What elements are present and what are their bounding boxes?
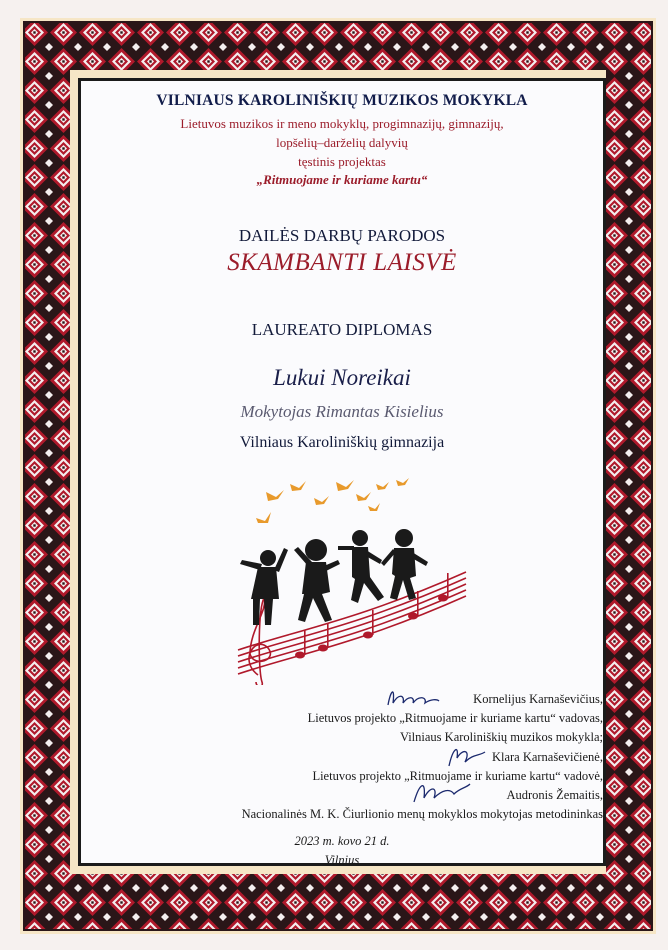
signature-line-1: Kornelijus Karnaševičius,	[473, 692, 603, 706]
school-title: VILNIAUS KAROLINIŠKIŲ MUZIKOS MOKYKLA	[156, 92, 528, 109]
issue-city: Vilnius	[324, 853, 360, 867]
signature-line-6: Audronis Žemaitis,	[506, 788, 603, 802]
handwritten-signature-2	[445, 742, 489, 770]
handwritten-signature-3	[410, 778, 472, 806]
laureate-school: Vilniaus Karoliniškių gimnazija	[239, 434, 445, 451]
issue-date: 2023 m. kovo 21 d.	[294, 834, 390, 848]
signature-line-3: Vilniaus Karoliniškių muzikos mokykla;	[399, 730, 603, 744]
diploma-title: LAUREATO DIPLOMAS	[251, 320, 433, 339]
birds-icon	[256, 478, 409, 523]
signature-line-7: Nacionalinės M. K. Čiurlionio menų mokyklos mokytojas metodininkas	[241, 807, 603, 821]
dancing-children-music-staff-icon	[228, 470, 478, 685]
signature-line-2: Lietuvos projekto „Ritmuojame ir kuriame kartu“ vadovas,	[307, 711, 603, 725]
teacher-name: Mokytojas Rimantas Kisielius	[240, 402, 444, 421]
subtitle-line-2: lopšelių–darželių dalyvių	[276, 135, 408, 150]
exhibition-heading: DAILĖS DARBŲ PARODOS	[238, 226, 446, 245]
handwritten-signature-1	[385, 685, 441, 711]
project-name: „Ritmuojame ir kuriame kartu“	[256, 172, 428, 187]
signature-line-5: Lietuvos projekto „Ritmuojame ir kuriame kartu“ vadovė,	[312, 769, 603, 783]
laureate-name: Lukui Noreikai	[273, 365, 411, 390]
subtitle-line-3: tęstinis projektas	[298, 154, 386, 169]
subtitle-line-1: Lietuvos muzikos ir meno mokyklų, progimnazijų, gimnazijų,	[180, 116, 504, 131]
signature-line-4: Klara Karnaševičienė,	[491, 750, 603, 764]
exhibition-name: SKAMBANTI LAISVĖ	[227, 249, 457, 276]
